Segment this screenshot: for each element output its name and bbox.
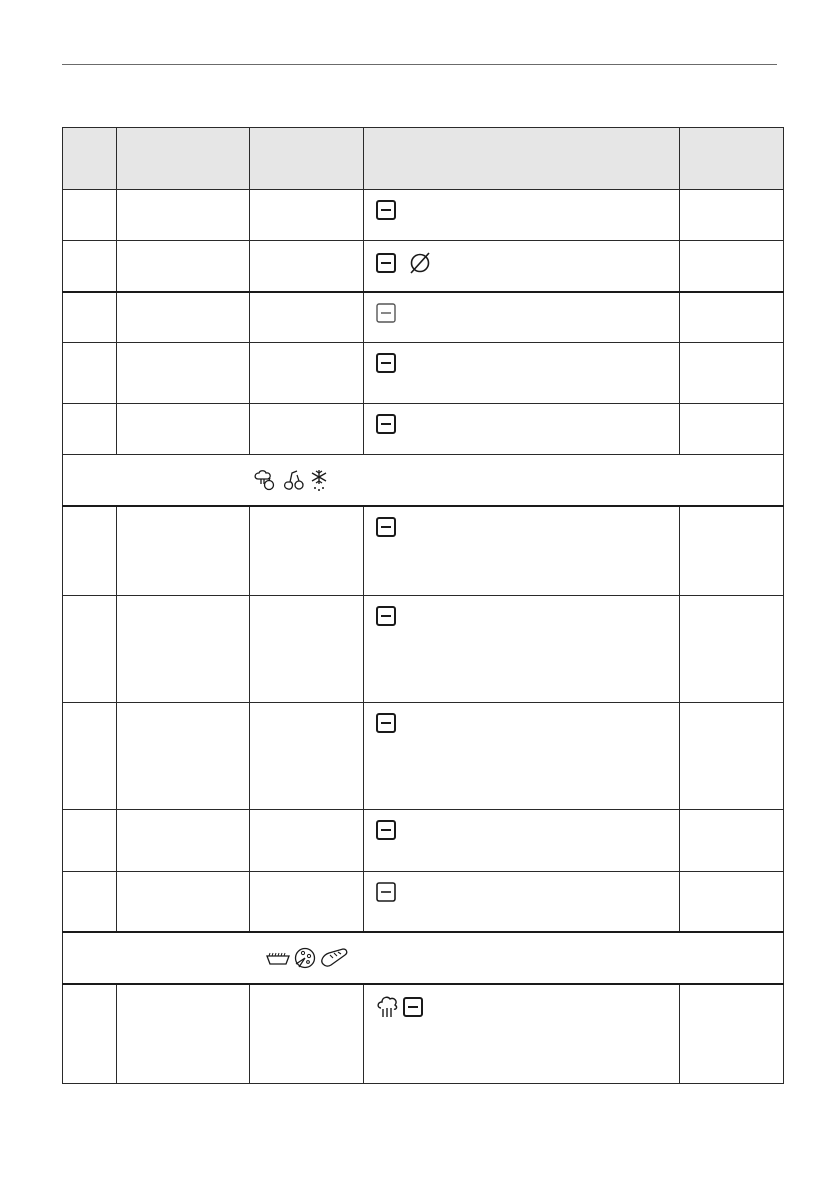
table-cell — [680, 809, 784, 871]
table-cell — [117, 595, 250, 702]
table-cell — [680, 984, 784, 1083]
table-cell — [63, 404, 117, 455]
table-cell — [117, 984, 250, 1083]
table-cell — [63, 595, 117, 702]
table-cell — [117, 190, 250, 241]
function-cell — [364, 984, 680, 1083]
oven-mode-bottom-top-heat-icon — [376, 882, 396, 902]
oven-mode-bottom-top-heat-icon — [376, 820, 396, 840]
table-cell — [250, 292, 364, 343]
table-cell — [63, 343, 117, 404]
function-cell — [364, 241, 680, 292]
section-row — [63, 932, 784, 984]
function-cell — [364, 343, 680, 404]
oven-mode-bottom-top-heat-icon — [376, 200, 396, 220]
table-cell — [250, 506, 364, 595]
table-header-row — [63, 128, 784, 190]
table-row — [63, 343, 784, 404]
table-cell — [680, 190, 784, 241]
function-cell — [364, 702, 680, 809]
vegetables-icon — [252, 469, 278, 491]
section-cell — [63, 932, 784, 984]
table-cell — [250, 984, 364, 1083]
table-cell — [63, 292, 117, 343]
oven-mode-bottom-top-heat-icon — [376, 303, 396, 323]
table-cell — [117, 871, 250, 932]
table-cell — [680, 702, 784, 809]
header-cell — [364, 128, 680, 190]
header-rule — [62, 64, 777, 65]
function-cell — [364, 190, 680, 241]
table-row — [63, 702, 784, 809]
cooking-table — [62, 127, 784, 1084]
table-row — [63, 871, 784, 932]
oven-mode-bottom-top-heat-icon — [376, 253, 396, 273]
diameter-icon — [408, 251, 432, 275]
table-cell — [680, 595, 784, 702]
function-cell — [364, 809, 680, 871]
table-row — [63, 292, 784, 343]
header-cell — [680, 128, 784, 190]
header-cell — [250, 128, 364, 190]
table-cell — [117, 506, 250, 595]
bread-icon — [319, 947, 349, 969]
steam-icon — [376, 995, 400, 1019]
function-cell — [364, 506, 680, 595]
table-cell — [63, 241, 117, 292]
section-cell — [63, 455, 784, 507]
section-row — [63, 455, 784, 507]
pizza-icon — [293, 946, 317, 970]
header-cell — [63, 128, 117, 190]
table-row — [63, 404, 784, 455]
table-row — [63, 190, 784, 241]
defrost-icon — [308, 468, 330, 492]
table-cell — [117, 241, 250, 292]
table-cell — [680, 404, 784, 455]
table-cell — [63, 190, 117, 241]
table-cell — [680, 343, 784, 404]
oven-mode-bottom-top-heat-icon — [376, 414, 396, 434]
table-cell — [250, 595, 364, 702]
table-cell — [250, 190, 364, 241]
function-cell — [364, 292, 680, 343]
table-cell — [680, 871, 784, 932]
table-cell — [117, 292, 250, 343]
table-cell — [117, 404, 250, 455]
table-cell — [250, 241, 364, 292]
table-row — [63, 984, 784, 1083]
table-cell — [63, 702, 117, 809]
oven-mode-bottom-top-heat-icon — [376, 353, 396, 373]
table-cell — [250, 404, 364, 455]
oven-mode-bottom-top-heat-icon — [403, 997, 423, 1017]
function-cell — [364, 871, 680, 932]
table-cell — [117, 809, 250, 871]
oven-mode-bottom-top-heat-icon — [376, 517, 396, 537]
table-row — [63, 241, 784, 292]
table-cell — [680, 506, 784, 595]
table-cell — [250, 702, 364, 809]
table-row — [63, 595, 784, 702]
table-cell — [117, 343, 250, 404]
function-cell — [364, 595, 680, 702]
table-cell — [63, 984, 117, 1083]
table-cell — [250, 871, 364, 932]
oven-mode-bottom-top-heat-icon — [376, 713, 396, 733]
table-cell — [680, 292, 784, 343]
table-cell — [680, 241, 784, 292]
fruit-icon — [280, 468, 306, 492]
baking-tin-icon — [265, 948, 291, 968]
table-cell — [63, 506, 117, 595]
table-cell — [250, 343, 364, 404]
table-cell — [117, 702, 250, 809]
table-cell — [63, 809, 117, 871]
table-row — [63, 506, 784, 595]
table-cell — [250, 809, 364, 871]
table-row — [63, 809, 784, 871]
function-cell — [364, 404, 680, 455]
oven-mode-bottom-top-heat-icon — [376, 606, 396, 626]
table-cell — [63, 871, 117, 932]
header-cell — [117, 128, 250, 190]
